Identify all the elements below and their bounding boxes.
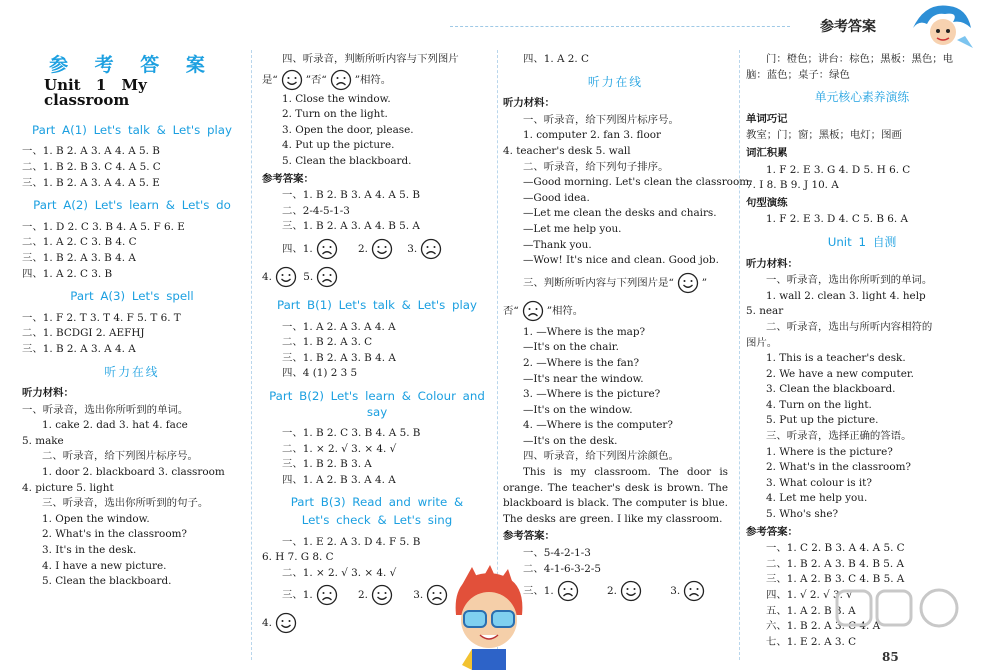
text-line: 三、听录音，选出你所听到的句子。 [42,497,209,510]
answer-line: 四、1. A 2. B 3. A 4. A [282,473,396,486]
column-4 [746,55,978,650]
sad-face-icon [316,266,338,288]
text-fragment: 4. [262,270,272,283]
section-heading: Unit 1 自测 [827,234,897,249]
subheading: 单词巧记 [746,112,788,125]
text-line: 3. —Where is the picture? [523,388,661,401]
face-answer-line [262,235,492,263]
text-line: 四、听录音，给下列图片涂颜色。 [523,450,679,463]
text-fragment: 否“ [503,304,519,317]
answer-line: 三、1. B 2. A 3. A 4. A 5. E [22,176,160,189]
text-line: —It's on the chair. [523,341,619,354]
column-1 [22,55,242,590]
answer-line: 一、1. A 2. A 3. A 4. A [282,320,396,333]
text-fragment: 2. [607,585,617,598]
subheading: 句型演练 [746,196,788,209]
section-heading: Let's check & Let's sing [301,513,453,528]
text-line: 5. make [22,434,64,447]
text-fragment: 2. [358,242,368,255]
text-line: 4. teacher's desk 5. wall [503,144,631,157]
text-line: 4. I have a new picture. [42,559,167,572]
text-line: —Good idea. [523,191,590,204]
section-heading: Part B(2) Let's learn & Colour and say [269,388,485,419]
smiley-face-icon [371,584,393,606]
text-fragment: 三、判断所听内容与下列图片是“ [523,276,674,289]
section-heading: Part B(1) Let's talk & Let's play [276,297,477,312]
answer-line: 二、1. B 2. A 3. C [282,336,373,349]
column-divider [739,50,740,660]
page-title: 参 考 答 案 [49,54,215,76]
answer-line: 一、1. B 2. B 3. A 4. A 5. B [282,189,420,202]
smiley-face-icon [620,580,642,602]
section-heading: Part A(3) Let's spell [70,289,194,304]
answer-line: 一、1. E 2. A 3. D 4. F 5. B [282,535,421,548]
text-fragment: 3. [670,585,681,598]
text-line: 5. near [746,305,784,318]
text-line: 3. Open the door, please. [282,123,414,136]
text-fragment: ”相符。 [354,73,392,86]
text-line: 1. Where is the picture? [766,445,893,458]
text-line: 图片。 [746,336,778,349]
text-line: 1. door 2. blackboard 3. classroom [42,466,225,479]
text-line: 3. Clean the blackboard. [766,383,896,396]
sad-face-icon [330,69,352,91]
header-rule [450,26,790,27]
answer-line: 二、1. BCDGI 2. AEFHJ [22,327,145,340]
text-line: 1. Close the window. [282,92,391,105]
subheading: 参考答案： [503,530,555,543]
answer-line: 三、1. B 2. B 3. A [282,458,372,471]
subheading: 听力材料： [503,97,555,110]
text-line: 三、听录音，选择正确的答语。 [766,430,912,443]
text-line: 1. Open the window. [42,512,150,525]
section-heading: 听力在线 [104,364,160,379]
text-line: 一、听录音，选出你所听到的单词。 [766,274,933,287]
text-line: 教室；门；窗；黑板；电灯；图画 [746,129,902,142]
text-line: —Wow! It's nice and clean. Good job. [523,254,719,267]
answer-line: 二、2-4-5-1-3 [282,204,350,217]
answer-line: 三、1. B 2. A 3. A 4. B 5. A [282,220,420,233]
text-line: —It's on the desk. [523,434,618,447]
text-line: 四、听录音，判断所听内容与下列图片 [282,53,459,65]
section-heading: Part A(2) Let's learn & Let's do [33,198,231,213]
answer-line: 二、1. A 2. C 3. B 4. C [22,236,137,249]
column-divider [251,50,252,660]
watermark-logo [835,585,975,635]
section-heading: Part B(3) Read and write & [290,495,464,510]
answer-line: 一、1. B 2. A 3. A 4. A 5. B [22,145,160,158]
subheading: 参考答案： [262,172,314,185]
text-line: 2. What's in the classroom? [42,528,187,541]
answer-line: 四、1. A 2. C 3. B [22,267,113,280]
subheading: 听力材料： [746,257,798,270]
answer-line: 一、1. C 2. B 3. A 4. A 5. C [766,542,905,555]
text-line: 1. —Where is the map? [523,325,646,338]
text-line: 1. This is a teacher's desk. [766,352,906,365]
text-line: —It's near the window. [523,372,644,385]
answer-line: 二、4-1-6-3-2-5 [523,562,602,575]
text-fragment: 3. [413,589,424,602]
text-line: 一、听录音，给下列图片标序号。 [523,113,679,126]
text-line: 1. computer 2. fan 3. floor [523,129,661,142]
subheading: 词汇积累 [746,146,788,159]
text-line: 二、听录音，给下列图片标序号。 [42,450,198,463]
text-line: 4. Let me help you. [766,492,868,505]
smiley-face-icon [677,272,699,294]
text-line: 3. What colour is it? [766,476,872,489]
text-line: 脑：蓝色；桌子：绿色 [746,68,850,81]
column-2 [262,55,492,637]
text-fragment: 3. [407,242,418,255]
text-line: 二、听录音，选出与所听内容相符的 [766,320,933,333]
text-line: 2. Turn on the light. [282,108,388,121]
text-line: —It's on the window. [523,403,633,416]
answer-line: 四、1. √ 2. √ 3. √ [766,589,853,601]
answer-line: 一、1. F 2. T 3. T 4. F 5. T 6. T [22,311,181,324]
text-line: 5. Who's she? [766,508,839,521]
text-fragment: 是“ [262,73,278,86]
text-fragment: 三、1. [282,589,313,602]
text-line: 1. wall 2. clean 3. light 4. help [766,289,926,302]
section-heading: Part A(1) Let's talk & Let's play [32,122,232,137]
answer-line: 三、1. B 2. A 3. B 4. A [22,251,136,264]
text-line: 1. cake 2. dad 3. hat 4. face [42,419,188,432]
answer-line: 四、1. A 2. C [523,53,589,65]
cartoon-mascot-icon [442,565,537,670]
text-line: 4. Turn on the light. [766,398,872,411]
text-line: 门：橙色；讲台：棕色；黑板：黑色；电 [766,53,954,65]
text-line: 4. Put up the picture. [282,139,395,152]
text-line: 二、听录音，给下列句子排序。 [523,160,669,173]
answer-line: 二、1. × 2. √ 3. × 4. √ [282,442,397,455]
text-fragment: ”否“ [305,73,327,86]
text-fragment: 三、1. [523,585,554,598]
text-fragment: 4. [262,617,272,630]
sad-face-icon [683,580,705,602]
text-fragment: ” [701,276,708,289]
subheading: 参考答案： [746,525,798,538]
sad-face-icon [316,238,338,260]
answer-line: 6. H 7. G 8. C [262,551,334,564]
answer-line: 二、1. B 2. A 3. B 4. B 5. A [766,557,904,570]
answer-line: 三、1. B 2. A 3. A 4. A [22,342,136,355]
header-title: 参考答案 [820,19,876,35]
answer-line: 一、1. D 2. C 3. B 4. A 5. F 6. E [22,220,185,233]
smiley-face-icon [371,238,393,260]
text-line: 2. We have a new computer. [766,367,914,380]
smiley-face-icon [275,266,297,288]
smiley-face-icon [275,612,297,634]
unit-title: Unit 1 My classroom [44,75,147,110]
sad-face-icon [557,580,579,602]
answer-line: 六、1. B 2. A 3. C 4. A [766,620,881,633]
answer-line: 1. F 2. E 3. D 4. C 5. B 6. A [766,213,909,226]
face-legend-line [503,297,728,325]
answer-line: 1. F 2. E 3. G 4. D 5. H 6. C [766,163,911,176]
section-heading: 单元核心素养演练 [814,90,910,105]
text-line: 5. Clean the blackboard. [42,575,172,588]
text-line: 4. picture 5. light [22,481,114,494]
answer-line: 一、1. B 2. C 3. B 4. A 5. B [282,427,421,440]
face-legend-line [262,68,492,92]
smiley-face-icon [281,69,303,91]
answer-line: 五、1. A 2. B 3. A [766,604,856,617]
text-line: 3. It's in the desk. [42,544,137,557]
text-line: 2. What's in the classroom? [766,461,911,474]
text-line: 5. Clean the blackboard. [282,154,412,167]
text-fragment: 5. [303,270,314,283]
text-fragment: 四、1. [282,242,313,255]
sad-face-icon [420,238,442,260]
text-line: —Let me help you. [523,222,622,235]
text-line: —Thank you. [523,238,592,251]
text-line: 4. —Where is the computer? [523,419,673,432]
section-heading: 听力在线 [587,74,644,89]
column-3 [503,53,753,605]
text-line: —Good morning. Let's clean the classroom. [523,176,753,189]
mascot-icon [905,0,975,52]
answer-line: 三、1. A 2. B 3. C 4. B 5. A [766,573,905,586]
sad-face-icon [316,584,338,606]
answer-line: 二、1. B 2. B 3. C 4. A 5. C [22,160,161,173]
text-line: 5. Put up the picture. [766,414,879,427]
subheading: 听力材料： [22,387,74,400]
answer-line: 四、4 (1) 2 3 5 [282,367,358,380]
text-fragment: ”相符。 [546,304,584,317]
answer-line: 一、5-4-2-1-3 [523,547,591,560]
text-line: —Let me clean the desks and chairs. [523,207,717,220]
text-fragment: 2. [358,589,368,602]
face-answer-line [262,263,492,291]
text-line: 一、听录音，选出你所听到的单词。 [22,403,189,416]
page-number: 85 [882,650,899,664]
answer-line: 三、1. B 2. A 3. B 4. A [282,351,396,364]
answer-line: 7. I 8. B 9. J 10. A [746,179,839,192]
answer-line: 七、1. E 2. A 3. C [766,635,857,648]
face-legend-line [503,269,728,297]
answer-line: 二、1. × 2. √ 3. × 4. √ [282,566,397,579]
text-line: 2. —Where is the fan? [523,356,640,369]
paragraph: This is my classroom. The door is orange. The teacher's desk is brown. The blackboard is black. The computer is blue. The desks are green. I like my classroom. [503,466,728,525]
sad-face-icon [522,300,544,322]
